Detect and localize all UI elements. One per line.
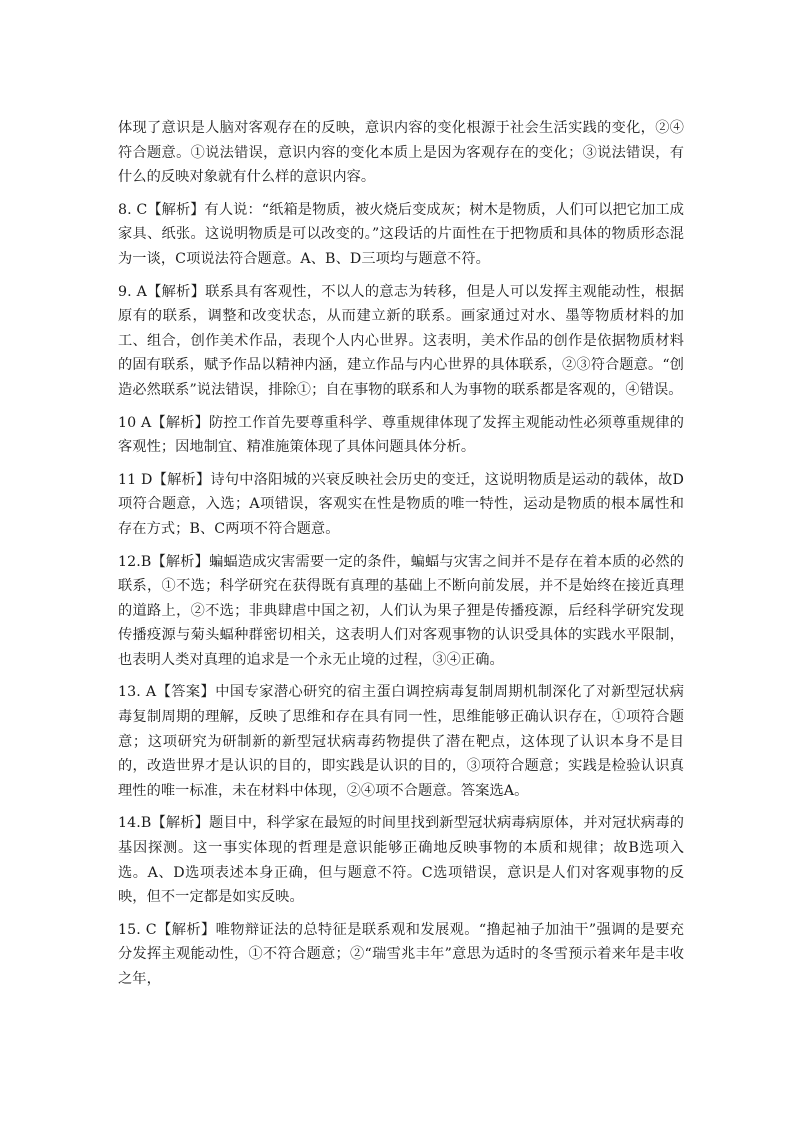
paragraph-answer-14: 14.B【解析】题目中，科学家在最短的时间里找到新型冠状病毒病原体，并对冠状病毒的基因探测。这一事实体现的哲理是意识能够正确地反映事物的本质和规律；故B选项入选。A、D选项表述本身正确，但与题意不符。C选项错误，意识是人们对客观事物的反映，但不一定都是如实反映。 (118, 815, 684, 906)
paragraph-answer-12: 12.B【解析】蝙蝠造成灾害需要一定的条件，蝙蝠与灾害之间并不是存在着本质的必然的联系，①不选；科学研究在获得既有真理的基础上不断向前发展，并不是始终在接近真理的道路上，②不选；非典肆虐中国之初，人们认为果子狸是传播疫源，后经科学研究发现传播疫源与菊头蝠种群密切相关，这表明人们对客观事物的认识受具体的实践水平限制，也表明人类对真理的追求是一个永无止境的过程，③④正确。 (118, 553, 684, 668)
paragraph-answer-15: 15. C【解析】唯物辩证法的总特征是联系观和发展观。“撸起袖子加油干”强调的是要充分发挥主观能动性，①不符合题意；②“瑞雪兆丰年”意思为适时的冬雪预示着来年是丰收之年， (118, 921, 684, 987)
answer-explanations (118, 116, 684, 1000)
paragraph-answer-11: 11 D【解析】诗句中洛阳城的兴衰反映社会历史的变迁，这说明物质是运动的载体，故D项符合题意，入选；A项错误，客观实在性是物质的唯一特性，运动是物质的根本属性和存在方式；B、C两项不符合题意。 (118, 471, 684, 537)
paragraph-answer-9: 9. A【解析】联系具有客观性，不以人的意志为转移，但是人可以发挥主观能动性，根据原有的联系，调整和改变状态，从而建立新的联系。画家通过对水、墨等物质材料的加工、组合，创作美术作品，表现个人内心世界。这表明，美术作品的创作是依据物质材料的固有联系，赋予作品以精神内涵，建立作品与内心世界的具体联系，②③符合题意。“创造必然联系”说法错误，排除①；自在事物的联系和人为事物的联系都是客观的，④错误。 (118, 283, 684, 398)
paragraph-answer-13: 13. A【答案】中国专家潜心研究的宿主蛋白调控病毒复制周期机制深化了对新型冠状病毒复制周期的理解，反映了思维和存在具有同一性，思维能够正确认识存在，①项符合题意；这项研究为研制新的新型冠状病毒药物提供了潜在靶点，这体现了认识本身不是目的，改造世界才是认识的目的，即实践是认识的目的，③项符合题意；实践是检验认识真理性的唯一标准，未在材料中体现，②④项不合题意。答案选A。 (118, 684, 684, 799)
paragraph-answer-8: 8. C【解析】有人说：“纸箱是物质，被火烧后变成灰；树木是物质，人们可以把它加工成家具、纸张。这说明物质是可以改变的。”这段话的片面性在于把物质和具体的物质形态混为一谈，C项说法符合题意。A、B、D三项均与题意不符。 (118, 201, 684, 267)
paragraph-continuation: 体现了意识是人脑对客观存在的反映，意识内容的变化根源于社会生活实践的变化，②④符合题意。①说法错误，意识内容的变化本质上是因为客观存在的变化；③说法错误，有什么的反映对象就有什么样的意识内容。 (118, 120, 684, 186)
paragraph-answer-10: 10 A【解析】防控工作首先要尊重科学、尊重规律体现了发挥主观能动性必须尊重规律的客观性；因地制宜、精准施策体现了具体问题具体分析。 (118, 414, 684, 456)
